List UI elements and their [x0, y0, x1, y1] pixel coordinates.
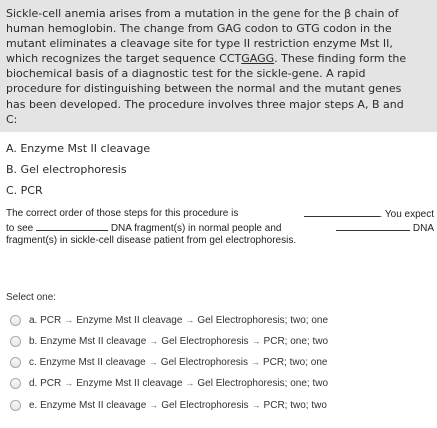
question-text — [0, 0, 437, 132]
radio-button[interactable] — [10, 378, 21, 389]
option-letter: e. — [29, 399, 38, 411]
arrow-right-icon: → — [251, 400, 261, 410]
answer-option-d[interactable] — [6, 373, 426, 393]
option-step: Enzyme Mst II cleavage — [76, 314, 183, 326]
arrow-right-icon: → — [64, 378, 74, 388]
question-line — [6, 51, 431, 66]
option-letter: c. — [29, 356, 37, 368]
arrow-right-icon: → — [250, 357, 260, 367]
question-line: has been developed. The procedure involves three major steps A, B and — [6, 97, 404, 111]
arrow-right-icon: → — [64, 315, 74, 325]
question-line: mutant eliminates a cleavage site for type II restriction enzyme Mst II, — [6, 37, 393, 51]
target-sequence-underlined: GAGG — [241, 52, 275, 66]
question-line: Sickle-cell anemia arises from a mutation in the gene for the β chain of — [6, 7, 399, 20]
radio-button[interactable] — [10, 357, 21, 368]
blank-line — [304, 207, 380, 217]
question-line: procedure for distinguishing between the normal and the mutant genes — [6, 82, 402, 96]
answer-option-b[interactable] — [6, 331, 426, 351]
arrow-right-icon: → — [149, 400, 159, 410]
option-step: PCR; one; two — [263, 335, 329, 347]
answer-option-c[interactable] — [6, 352, 426, 372]
question-text-segment: which recognizes the target sequence CCT — [6, 52, 242, 66]
arrow-right-icon: → — [148, 357, 158, 367]
option-letter: d. — [29, 377, 38, 389]
blank-line — [336, 221, 410, 231]
option-letter: a. — [29, 314, 38, 326]
fill-in-text: to see — [6, 222, 34, 234]
option-step: PCR; two; two — [263, 399, 327, 411]
step-a: A. Enzyme Mst II cleavage — [6, 142, 151, 155]
arrow-right-icon: → — [251, 336, 261, 346]
fill-in-right — [304, 207, 435, 222]
option-letter: b. — [29, 335, 38, 347]
radio-button[interactable] — [10, 315, 21, 326]
fill-in-text: . You expect — [379, 209, 434, 220]
question-text-segment: . These finding form the — [274, 52, 407, 66]
option-step: Gel Electrophoresis — [160, 356, 248, 368]
fill-in-prompt — [6, 207, 434, 248]
step-b: B. Gel electrophoresis — [6, 163, 127, 176]
option-step: Enzyme Mst II cleavage — [40, 399, 147, 411]
answer-option-e[interactable] — [6, 395, 426, 415]
arrow-right-icon: → — [185, 315, 195, 325]
question-line: biochemical basis of a diagnostic test for the sickle-gene. A rapid — [6, 67, 366, 81]
option-step: PCR; two; one — [262, 356, 328, 368]
option-step: Enzyme Mst II cleavage — [40, 335, 147, 347]
question-line: C: — [6, 112, 18, 126]
radio-button[interactable] — [10, 336, 21, 347]
arrow-right-icon: → — [149, 336, 159, 346]
fill-in-row: fragment(s) in sickle-cell disease patient from gel electrophoresis. — [6, 235, 297, 247]
fill-in-text: DNA fragment(s) in normal people and — [110, 222, 282, 234]
option-step: PCR — [40, 314, 62, 326]
option-step: Gel Electrophoresis — [161, 399, 249, 411]
fill-in-right — [336, 221, 434, 236]
option-step: Enzyme Mst II cleavage — [39, 356, 146, 368]
blank-line — [36, 221, 108, 231]
option-step: Gel Electrophoresis — [161, 335, 249, 347]
answer-option-a[interactable] — [6, 310, 426, 330]
option-step: PCR — [40, 377, 62, 389]
radio-button[interactable] — [10, 400, 21, 411]
step-c: C. PCR — [6, 184, 43, 197]
fill-in-row — [6, 221, 434, 235]
option-step: Gel Electrophoresis; one; two — [197, 377, 329, 389]
fill-in-row — [6, 207, 434, 221]
question-line: human hemoglobin. The change from GAG codon to GTG codon in the — [6, 22, 392, 36]
arrow-right-icon: → — [185, 378, 195, 388]
option-step: Enzyme Mst II cleavage — [76, 377, 183, 389]
select-one-label: Select one: — [6, 292, 57, 303]
fill-in-text: DNA — [412, 222, 434, 234]
option-step: Gel Electrophoresis; two; one — [197, 314, 329, 326]
fill-in-text: The correct order of those steps for this procedure is — [6, 208, 239, 219]
